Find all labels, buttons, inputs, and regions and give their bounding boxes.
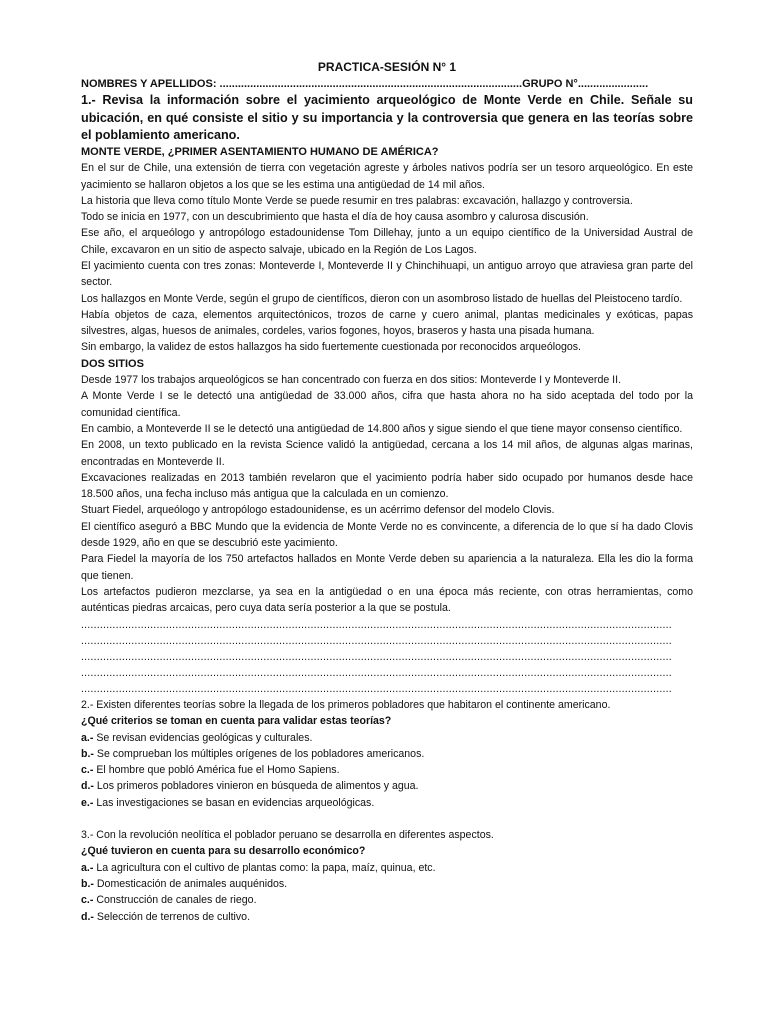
paragraph: Stuart Fiedel, arqueólogo y antropólogo estadounidense, es un acérrimo defensor del modelo Clovis.	[81, 504, 555, 517]
paragraph: Desde 1977 los trabajos arqueológicos se han concentrado con fuerza en dos sitios: Monteverde I y Monteverde II.	[81, 374, 622, 387]
option-item	[81, 876, 693, 892]
question-3-intro: 3.- Con la revolución neolítica el poblador peruano se desarrolla en diferentes aspectos.	[81, 829, 494, 842]
names-group-line: NOMBRES Y APELLIDOS: ...................................................................................................GRUPO N°.......................	[81, 78, 649, 90]
option-text: Las investigaciones se basan en evidencias arqueológicas.	[96, 796, 375, 809]
answer-dotted-line: ............................................................................................................................................................................................	[81, 666, 672, 679]
option-text: Domesticación de animales auquénidos.	[96, 877, 288, 890]
option-item	[81, 778, 693, 794]
option-letter: d.-	[81, 910, 94, 923]
paragraph: Había objetos de caza, elementos arquitectónicos, trozos de carne y cuero animal, plantas medicinales y exóticas, papas silvestres, algas, huesos de animales, cordeles, varios fogones, hoyos, braseros y hasta una pisada humana.	[81, 308, 693, 338]
paragraph: La historia que lleva como título Monte Verde se puede resumir en tres palabras: excavación, hallazgo y controversia.	[81, 194, 633, 207]
option-item	[81, 795, 693, 811]
paragraph: Para Fiedel la mayoría de los 750 artefactos hallados en Monte Verde deben su apariencia a la naturaleza. Ella les dio la forma que tienen.	[81, 553, 693, 582]
question-1: 1.- Revisa la información sobre el yacimiento arqueológico de Monte Verde en Chile. Señale su ubicación, en qué consiste el sitio y su importancia y la controversia que genera en las teorías sobre el poblamiento americano.	[81, 93, 693, 142]
spacer	[81, 811, 693, 827]
document-title: PRACTICA-SESIÓN N° 1	[317, 60, 457, 74]
option-text: Construcción de canales de riego.	[96, 894, 257, 907]
option-letter: c.-	[81, 764, 94, 777]
answer-dotted-line: ............................................................................................................................................................................................	[81, 650, 672, 663]
document-page	[81, 58, 693, 925]
paragraph: Excavaciones realizadas en 2013 también revelaron que el yacimiento podría haber sido ocupado por humanos desde hace 18.500 años, una fecha incluso más antigua que la calculada en un comienzo.	[81, 471, 693, 501]
section-heading-dos-sitios: DOS SITIOS	[81, 357, 144, 370]
option-letter: c.-	[81, 894, 94, 907]
paragraph: El yacimiento cuenta con tres zonas: Monteverde I, Monteverde II y Chinchihuapi, un antiguo arroyo que atraviesa gran parte del sector.	[81, 259, 693, 289]
option-item	[81, 860, 693, 876]
paragraph: Los hallazgos en Monte Verde, según el grupo de científicos, dieron con un asombroso listado de huellas del Pleistoceno tardío.	[81, 292, 683, 305]
option-letter: b.-	[81, 747, 94, 760]
option-item	[81, 730, 693, 746]
paragraph: A Monte Verde I se le detectó una antigüedad de 33.000 años, cifra que hasta ahora no ha sido aceptada del todo por la comunidad científica.	[81, 390, 693, 419]
paragraph: Sin embargo, la validez de estos hallazgos ha sido fuertemente cuestionada por reconocidos arqueólogos.	[81, 341, 581, 354]
paragraph: Todo se inicia en 1977, con un descubrimiento que hasta el día de hoy causa asombro y calurosa discusión.	[81, 211, 589, 224]
question-2-intro: 2.- Existen diferentes teorías sobre la llegada de los primeros pobladores que habitaron el continente americano.	[81, 698, 611, 711]
paragraph: Los artefactos pudieron mezclarse, ya sea en la antigüedad o en una época más reciente, con otras herramientas, como auténticas piedras arcaicas, pero cuya data sería posterior a la que se postula.	[81, 585, 693, 615]
option-letter: d.-	[81, 780, 94, 793]
paragraph: El científico aseguró a BBC Mundo que la evidencia de Monte Verde no es convincente, a diferencia de lo que sí ha dado Clovis desde 1929, año en que se descubrió este yacimiento.	[81, 520, 693, 550]
option-text: Se comprueban los múltiples orígenes de los pobladores americanos.	[96, 747, 425, 760]
answer-dotted-line: ............................................................................................................................................................................................	[81, 682, 672, 695]
paragraph: En 2008, un texto publicado en la revista Science validó la antigüedad, cercana a los 14 mil años, de algunas algas marinas, encontradas en Monteverde II.	[81, 439, 693, 468]
option-text: Se revisan evidencias geológicas y culturales.	[96, 731, 313, 744]
option-letter: b.-	[81, 877, 94, 890]
option-text: Los primeros pobladores vinieron en búsqueda de alimentos y agua.	[96, 780, 419, 793]
answer-dotted-line: ............................................................................................................................................................................................	[81, 618, 672, 631]
paragraph: En el sur de Chile, una extensión de tierra con vegetación agreste y árboles nativos podría ser un tesoro arqueológico. En este yacimiento se hallaron objetos a los que se les estima una antigüedad de 14 mil años.	[81, 162, 693, 191]
paragraph: En cambio, a Monteverde II se le detectó una antigüedad de 14.800 años y sigue siendo el que tiene mayor consenso científico.	[81, 422, 683, 435]
option-item	[81, 762, 693, 778]
option-letter: e.-	[81, 796, 94, 809]
question-3-prompt: ¿Qué tuvieron en cuenta para su desarrollo económico?	[81, 845, 366, 858]
option-text: La agricultura con el cultivo de plantas como: la papa, maíz, quinua, etc.	[96, 861, 436, 874]
paragraph: Ese año, el arqueólogo y antropólogo estadounidense Tom Dillehay, junto a un equipo científico de la Universidad Austral de Chile, excavaron en un sitio de aspecto salvaje, ubicado en la Región de Los Lagos.	[81, 227, 693, 256]
question-2-prompt: ¿Qué criterios se toman en cuenta para validar estas teorías?	[81, 715, 392, 728]
option-item	[81, 892, 693, 908]
option-letter: a.-	[81, 731, 94, 744]
option-text: Selección de terrenos de cultivo.	[96, 910, 251, 923]
option-item	[81, 746, 693, 762]
option-text: El hombre que pobló América fue el Homo Sapiens.	[96, 764, 340, 777]
section-heading-monte-verde: MONTE VERDE, ¿PRIMER ASENTAMIENTO HUMANO DE AMÉRICA?	[81, 145, 439, 158]
option-item	[81, 909, 693, 925]
option-letter: a.-	[81, 861, 94, 874]
answer-dotted-line: ............................................................................................................................................................................................	[81, 634, 672, 647]
